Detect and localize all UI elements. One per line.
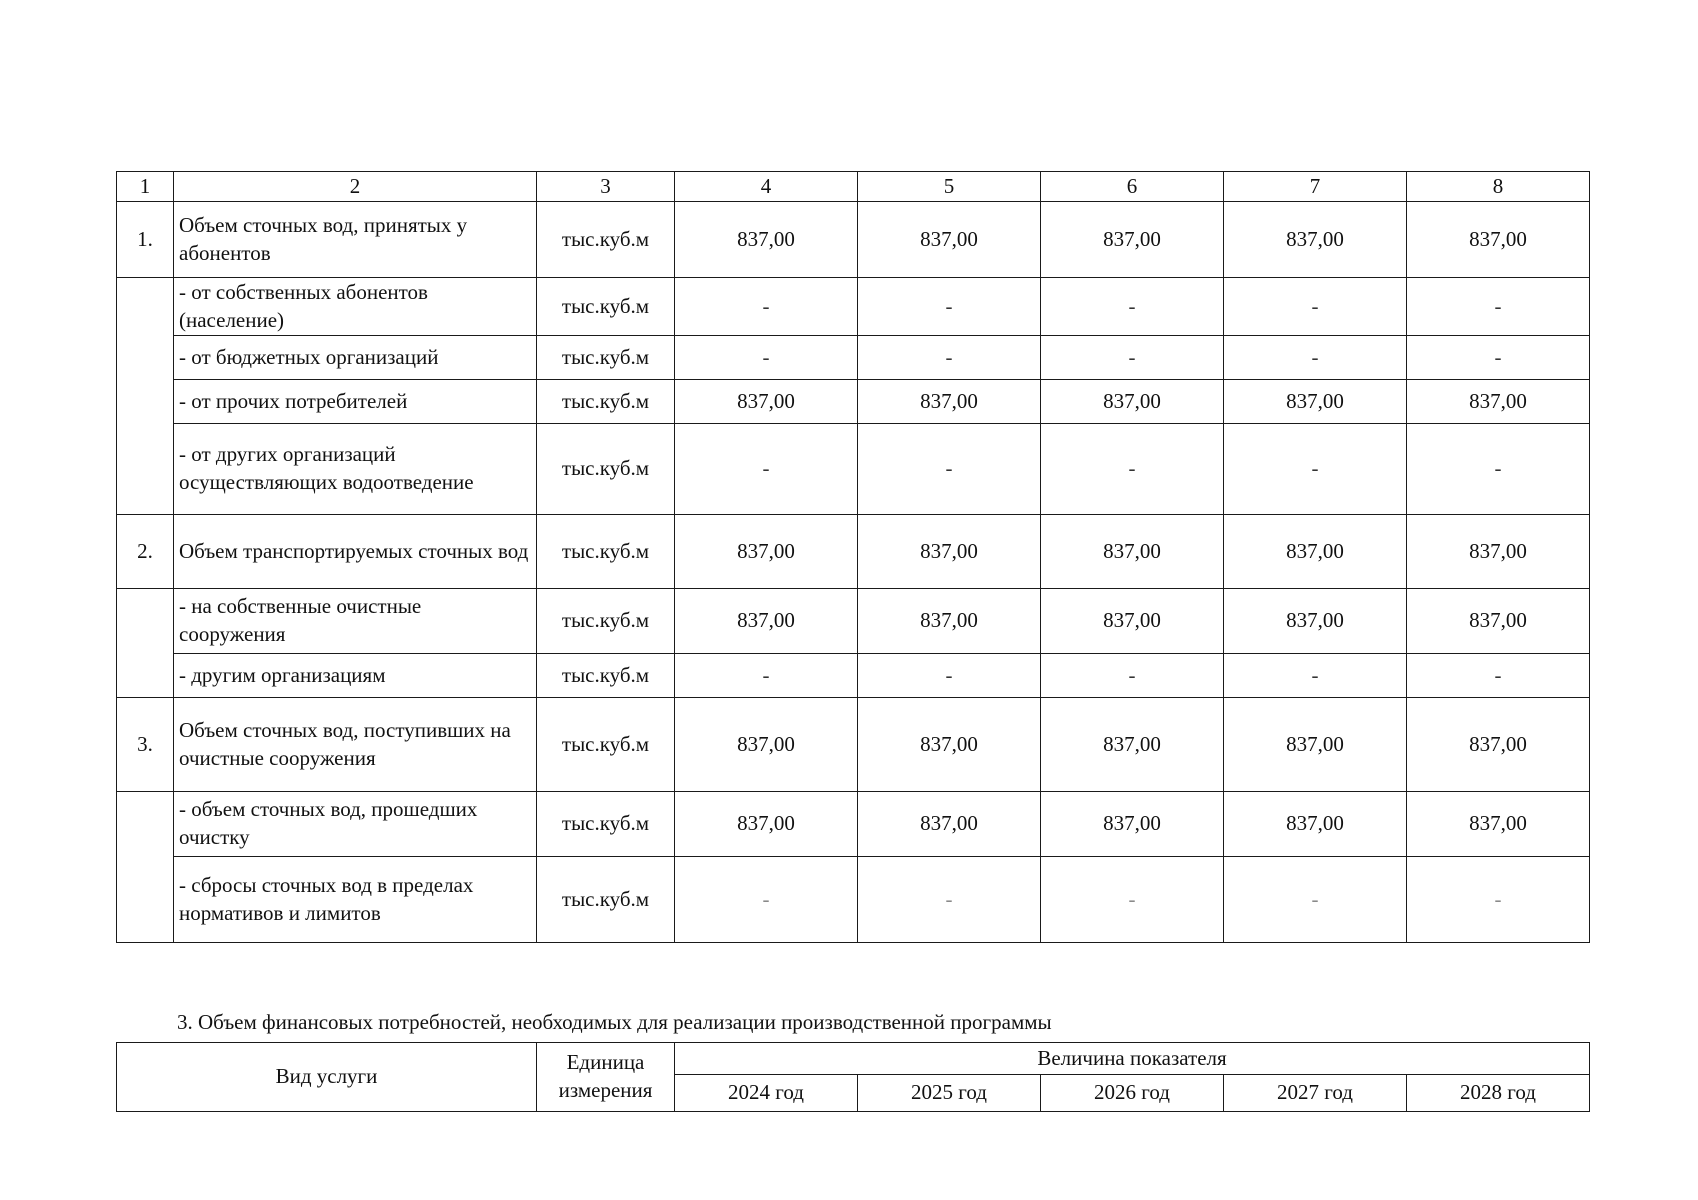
row-unit: тыс.куб.м	[537, 792, 675, 857]
row-unit: тыс.куб.м	[537, 857, 675, 943]
volume-table	[116, 171, 1590, 943]
row-name: - сбросы сточных вод в пределах нормативов и лимитов	[174, 857, 537, 943]
row-unit: тыс.куб.м	[537, 278, 675, 336]
row-name: - от прочих потребителей	[174, 380, 537, 424]
value-cell: -	[675, 278, 858, 336]
value-cell: 837,00	[675, 698, 858, 792]
value-cell: -	[1041, 278, 1224, 336]
row-name: - от собственных абонентов (население)	[174, 278, 537, 336]
header-cell: 2	[174, 172, 537, 202]
value-cell: 837,00	[675, 515, 858, 589]
table-row	[117, 278, 1590, 336]
year-header: 2028 год	[1407, 1075, 1590, 1112]
table-row	[117, 424, 1590, 515]
table-row	[117, 202, 1590, 278]
table-row	[117, 515, 1590, 589]
header-cell: 7	[1224, 172, 1407, 202]
value-cell: -	[1224, 278, 1407, 336]
value-cell: 837,00	[1224, 589, 1407, 654]
value-cell: -	[1041, 857, 1224, 943]
value-cell: 837,00	[858, 698, 1041, 792]
section-title: 3. Объем финансовых потребностей, необходимых для реализации производственной программы	[177, 1010, 1052, 1034]
value-cell: -	[1407, 424, 1590, 515]
row-name: - другим организациям	[174, 654, 537, 698]
row-number: 3.	[117, 698, 174, 792]
value-cell: -	[675, 336, 858, 380]
value-cell: -	[675, 857, 858, 943]
header-cell: 6	[1041, 172, 1224, 202]
value-cell: -	[1224, 336, 1407, 380]
value-cell: 837,00	[675, 380, 858, 424]
table-row	[117, 857, 1590, 943]
value-cell: -	[858, 857, 1041, 943]
value-cell: -	[1407, 278, 1590, 336]
value-cell: 837,00	[1224, 515, 1407, 589]
row-unit: тыс.куб.м	[537, 336, 675, 380]
row-name: - на собственные очистные сооружения	[174, 589, 537, 654]
row-number: 2.	[117, 515, 174, 589]
finance-header-row	[117, 1043, 1590, 1075]
value-cell: 837,00	[858, 202, 1041, 278]
row-number-merged	[117, 792, 174, 943]
value-cell: -	[1041, 654, 1224, 698]
table-row	[117, 336, 1590, 380]
value-cell: 837,00	[1041, 202, 1224, 278]
value-cell: 837,00	[1041, 380, 1224, 424]
header-cell: 1	[117, 172, 174, 202]
value-cell: 837,00	[1407, 380, 1590, 424]
row-unit: тыс.куб.м	[537, 654, 675, 698]
header-cell: 8	[1407, 172, 1590, 202]
row-name: - от других организаций осуществляющих водоотведение	[174, 424, 537, 515]
value-cell: -	[858, 424, 1041, 515]
row-unit: тыс.куб.м	[537, 589, 675, 654]
value-cell: -	[1407, 654, 1590, 698]
value-cell: 837,00	[675, 202, 858, 278]
table-row	[117, 698, 1590, 792]
value-cell: 837,00	[675, 589, 858, 654]
year-header: 2026 год	[1041, 1075, 1224, 1112]
value-cell: 837,00	[1407, 202, 1590, 278]
value-cell: -	[858, 336, 1041, 380]
value-cell: 837,00	[1407, 589, 1590, 654]
value-cell: 837,00	[675, 792, 858, 857]
row-unit: тыс.куб.м	[537, 515, 675, 589]
row-number-merged	[117, 589, 174, 698]
row-unit: тыс.куб.м	[537, 380, 675, 424]
value-cell: 837,00	[858, 792, 1041, 857]
unit-header: Единица измерения	[537, 1043, 675, 1112]
table-row	[117, 792, 1590, 857]
table-row	[117, 380, 1590, 424]
value-cell: 837,00	[858, 589, 1041, 654]
value-cell: -	[858, 654, 1041, 698]
value-cell: -	[675, 654, 858, 698]
value-cell: 837,00	[1407, 792, 1590, 857]
value-cell: -	[1224, 424, 1407, 515]
year-header: 2025 год	[858, 1075, 1041, 1112]
value-cell: -	[1224, 857, 1407, 943]
value-cell: -	[1407, 857, 1590, 943]
header-cell: 4	[675, 172, 858, 202]
value-cell: 837,00	[1224, 380, 1407, 424]
value-cell: -	[1407, 336, 1590, 380]
value-cell: -	[1224, 654, 1407, 698]
value-cell: 837,00	[1224, 698, 1407, 792]
header-cell: 5	[858, 172, 1041, 202]
service-type-header: Вид услуги	[117, 1043, 537, 1112]
value-cell: -	[1041, 424, 1224, 515]
table-row	[117, 654, 1590, 698]
table-row	[117, 589, 1590, 654]
row-name: Объем сточных вод, принятых у абонентов	[174, 202, 537, 278]
row-unit: тыс.куб.м	[537, 698, 675, 792]
value-cell: 837,00	[1041, 698, 1224, 792]
row-name: - от бюджетных организаций	[174, 336, 537, 380]
value-cell: 837,00	[1041, 589, 1224, 654]
value-cell: 837,00	[1224, 202, 1407, 278]
row-number-merged	[117, 278, 174, 515]
header-row	[117, 172, 1590, 202]
year-header: 2024 год	[675, 1075, 858, 1112]
value-cell: -	[675, 424, 858, 515]
value-cell: 837,00	[1407, 698, 1590, 792]
value-cell: 837,00	[1041, 515, 1224, 589]
value-cell: 837,00	[1407, 515, 1590, 589]
row-number: 1.	[117, 202, 174, 278]
row-name: Объем транспортируемых сточных вод	[174, 515, 537, 589]
value-cell: -	[1041, 336, 1224, 380]
header-cell: 3	[537, 172, 675, 202]
value-cell: 837,00	[858, 380, 1041, 424]
finance-table	[116, 1042, 1590, 1112]
row-unit: тыс.куб.м	[537, 202, 675, 278]
value-cell: -	[858, 278, 1041, 336]
value-cell: 837,00	[1041, 792, 1224, 857]
indicator-value-header: Величина показателя	[675, 1043, 1590, 1075]
row-unit: тыс.куб.м	[537, 424, 675, 515]
row-name: - объем сточных вод, прошедших очистку	[174, 792, 537, 857]
value-cell: 837,00	[858, 515, 1041, 589]
year-header: 2027 год	[1224, 1075, 1407, 1112]
value-cell: 837,00	[1224, 792, 1407, 857]
row-name: Объем сточных вод, поступивших на очистные сооружения	[174, 698, 537, 792]
